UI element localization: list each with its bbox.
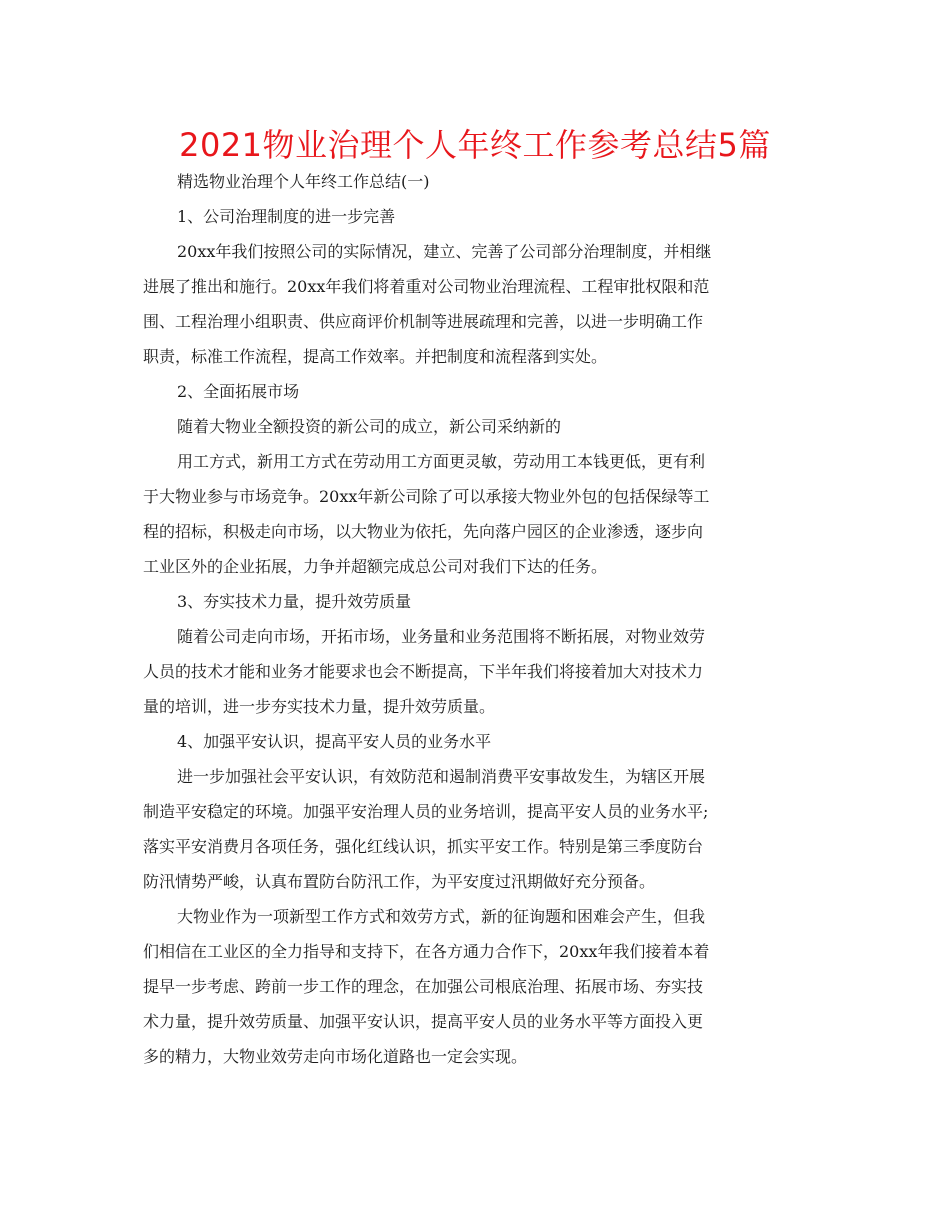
paragraph-line: 于大物业参与市场竞争。20xx年新公司除了可以承接大物业外包的包括保绿等工 (143, 487, 710, 506)
section-heading-4: 4、加强平安认识，提高平安人员的业务水平 (177, 732, 492, 751)
paragraph-line: 多的精力，大物业效劳走向市场化道路也一定会实现。 (143, 1047, 528, 1066)
section-heading-1: 1、公司治理制度的进一步完善 (177, 207, 396, 226)
paragraph-line: 防汛情势严峻，认真布置防台防汛工作，为平安度过汛期做好充分预备。 (143, 872, 656, 891)
document-title: 2021物业治理个人年终工作参考总结5篇 (179, 126, 771, 164)
document-body (143, 164, 807, 1074)
paragraph-line: 随着大物业全额投资的新公司的成立，新公司采纳新的 (177, 417, 562, 436)
paragraph-line: 提早一步考虑、跨前一步工作的理念，在加强公司根底治理、拓展市场、夯实技 (143, 977, 704, 996)
paragraph-line: 随着公司走向市场，开拓市场，业务量和业务范围将不断拓展，对物业效劳 (177, 627, 706, 646)
section-heading-2: 2、全面拓展市场 (177, 382, 300, 401)
paragraph-line: 进一步加强社会平安认识，有效防范和遏制消费平安事故发生，为辖区开展 (177, 767, 706, 786)
paragraph-line: 们相信在工业区的全力指导和支持下，在各方通力合作下，20xx年我们接着本着 (143, 942, 710, 961)
paragraph-line: 制造平安稳定的环境。加强平安治理人员的业务培训，提高平安人员的业务水平; (143, 802, 709, 821)
paragraph-line: 量的培训，进一步夯实技术力量，提升效劳质量。 (143, 697, 496, 716)
paragraph-line: 进展了推出和施行。20xx年我们将着重对公司物业治理流程、工程审批权限和范 (143, 277, 710, 296)
paragraph-line: 程的招标，积极走向市场，以大物业为依托，先向落户园区的企业渗透，逐步向 (143, 522, 704, 541)
section-subtitle: 精选物业治理个人年终工作总结(一) (177, 172, 430, 191)
paragraph-line: 职责，标准工作流程，提高工作效率。并把制度和流程落到实处。 (143, 347, 608, 366)
paragraph-line: 落实平安消费月各项任务，强化红线认识，抓实平安工作。特别是第三季度防台 (143, 837, 704, 856)
paragraph-line: 工业区外的企业拓展，力争并超额完成总公司对我们下达的任务。 (143, 557, 608, 576)
section-heading-3: 3、夯实技术力量，提升效劳质量 (177, 592, 412, 611)
paragraph-line: 用工方式，新用工方式在劳动用工方面更灵敏，劳动用工本钱更低，更有利 (177, 452, 706, 471)
paragraph-line: 20xx年我们按照公司的实际情况，建立、完善了公司部分治理制度，并相继 (177, 242, 712, 261)
paragraph-line: 围、工程治理小组职责、供应商评价机制等进展疏理和完善，以进一步明确工作 (143, 312, 704, 331)
paragraph-line: 术力量，提升效劳质量、加强平安认识，提高平安人员的业务水平等方面投入更 (143, 1012, 704, 1031)
paragraph-line: 大物业作为一项新型工作方式和效劳方式，新的征询题和困难会产生，但我 (177, 907, 706, 926)
paragraph-line: 人员的技术才能和业务才能要求也会不断提高，下半年我们将接着加大对技术力 (143, 662, 704, 681)
